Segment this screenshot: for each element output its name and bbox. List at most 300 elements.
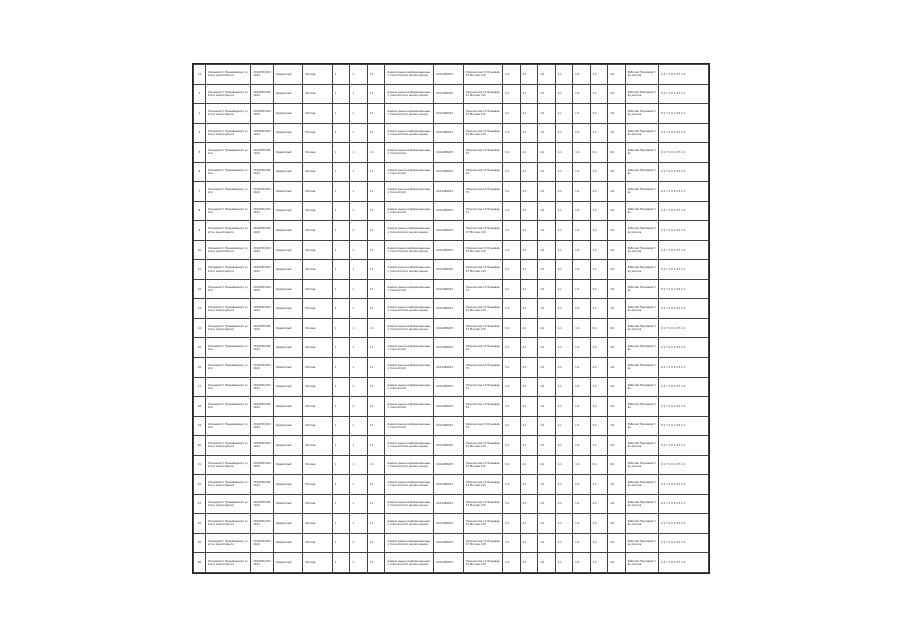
cell-v5: 1,0 [573,416,591,436]
cell-b: 1 [350,240,368,260]
cell-no: 26 [194,553,206,573]
cell-no: 16 [194,357,206,377]
cell-city: Москва [303,260,332,280]
cell-c: 11 [367,357,385,377]
cell-v1: 3,1 [503,279,521,299]
cell-v2: 4,1 [520,182,538,202]
cell-v4: 2,1 [555,260,573,280]
cell-v6: 3,1 [590,221,608,241]
cell-code: 0011298243 [434,221,463,241]
cell-v7: 4,0 [608,260,626,280]
cell-c: 11 [367,553,385,573]
cell-status: Рабочий Производство рисков [625,533,659,553]
cell-type: Кредитный [273,162,302,182]
cell-name: Специалист Пршиваренко учета [205,357,250,377]
cell-v2: 4,1 [520,84,538,104]
cell-v2: 4,1 [520,475,538,495]
table-row [194,397,709,417]
cell-reg: 2010258 0001422 [251,143,274,163]
cell-a: 1 [332,84,350,104]
cell-name: Специалист Пршиваренко учета [205,279,250,299]
cell-type: Кредитный [273,514,302,534]
table-row [194,221,709,241]
cell-v5: 1,0 [573,221,591,241]
cell-v2: 4,1 [520,221,538,241]
cell-code: 0011298243 [434,436,463,456]
cell-status: Рабочий Производство рисков [625,455,659,475]
cell-c: 11 [367,377,385,397]
cell-v2: 4,1 [520,436,538,456]
cell-v7: 4,0 [608,318,626,338]
cell-reg: 2010258 0001422 [251,357,274,377]
cell-v7: 4,0 [608,397,626,417]
cell-a: 1 [332,162,350,182]
cell-c: 11 [367,299,385,319]
cell-c: 11 [367,338,385,358]
table-row [194,455,709,475]
cell-v4: 2,1 [555,84,573,104]
cell-num: 9 1 7 1 0 1 0 5 2 1 [659,475,709,495]
cell-num: 9 1 7 1 0 1 0 5 2 1 [659,397,709,417]
cell-a: 1 [332,65,350,85]
cell-code: 0011298243 [434,397,463,417]
cell-v5: 1,0 [573,318,591,338]
cell-reg: 2010258 0001422 [251,299,274,319]
cell-v1: 3,1 [503,553,521,573]
cell-code: 0011298243 [434,533,463,553]
cell-c: 11 [367,143,385,163]
cell-b: 1 [350,201,368,221]
cell-c: 11 [367,201,385,221]
cell-v6: 3,1 [590,299,608,319]
cell-type: Кредитный [273,318,302,338]
cell-v7: 4,0 [608,221,626,241]
cell-no: 14 [194,318,206,338]
cell-city: Москва [303,299,332,319]
cell-reg: 2010258 0001422 [251,84,274,104]
cell-name: Специалист Пршиваренко учета [205,182,250,202]
cell-v4: 2,1 [555,240,573,260]
cell-no: 13 [194,65,206,85]
cell-no: 17 [194,377,206,397]
cell-b: 1 [350,260,368,280]
cell-city: Москва [303,65,332,85]
cell-v5: 1,0 [573,260,591,280]
cell-v2: 4,1 [520,65,538,85]
cell-c: 11 [367,182,385,202]
cell-v7: 4,0 [608,182,626,202]
cell-b: 1 [350,143,368,163]
cell-c: 11 [367,84,385,104]
cell-code: 0011298243 [434,514,463,534]
cell-v6: 3,1 [590,201,608,221]
cell-v6: 3,1 [590,240,608,260]
cell-v3: 1,0 [538,162,556,182]
cell-v4: 2,1 [555,514,573,534]
cell-v6: 3,1 [590,260,608,280]
cell-v3: 1,0 [538,84,556,104]
cell-v4: 2,1 [555,201,573,221]
cell-type: Кредитный [273,104,302,124]
cell-reg: 2010258 0001422 [251,416,274,436]
cell-v1: 3,1 [503,201,521,221]
cell-status: Рабочий Производство [625,397,659,417]
cell-name: Специалист Пршиваренко учета и мониторинга [205,104,250,124]
cell-no: 6 [194,162,206,182]
cell-name: Специалист Пршиваренко учета и мониторинга [205,533,250,553]
cell-reg: 2010258 0001422 [251,436,274,456]
cell-name: Специалист Пршиваренко учета [205,201,250,221]
cell-name: Специалист Пршиваренко учета и мониторинга [205,514,250,534]
cell-status: Рабочий Производство рисков [625,318,659,338]
cell-reg: 2010258 0001422 [251,338,274,358]
cell-v1: 3,1 [503,143,521,163]
cell-v3: 1,0 [538,455,556,475]
cell-addr: Ломоносова 13 Пршивар 15 [463,182,502,202]
cell-num: 9 1 7 1 0 1 0 5 2 1 [659,143,709,163]
cell-reg: 2010258 0001422 [251,494,274,514]
cell-v7: 4,0 [608,436,626,456]
cell-v7: 4,0 [608,455,626,475]
cell-name: Специалист Пршиваренко учета [205,416,250,436]
cell-addr: Ломоносова 13 Пршивар 15 Москва 115 [463,260,502,280]
cell-code: 0011298243 [434,65,463,85]
cell-v1: 3,1 [503,84,521,104]
cell-desc: Анализ рынка информационных технологий [385,182,434,202]
cell-desc: Анализ рынка информационных технологий [385,162,434,182]
cell-c: 11 [367,455,385,475]
cell-a: 1 [332,260,350,280]
cell-c: 11 [367,533,385,553]
cell-b: 1 [350,416,368,436]
cell-addr: Ломоносова 13 Пршивар 15 Москва 115 [463,65,502,85]
cell-desc: Анализ рынка информационных технологий и анализ рынка [385,260,434,280]
cell-b: 1 [350,397,368,417]
cell-c: 11 [367,162,385,182]
cell-v2: 4,1 [520,338,538,358]
cell-status: Рабочий Производство рисков [625,299,659,319]
cell-reg: 2010258 0001422 [251,475,274,495]
cell-name: Специалист Пршиваренко учета [205,162,250,182]
table-row [194,182,709,202]
table-row [194,357,709,377]
cell-no: 20 [194,436,206,456]
table-row [194,260,709,280]
cell-type: Кредитный [273,436,302,456]
cell-b: 1 [350,494,368,514]
cell-name: Специалист Пршиваренко учета и мониторинга [205,84,250,104]
cell-v1: 3,1 [503,397,521,417]
cell-v6: 3,1 [590,65,608,85]
cell-v1: 3,1 [503,494,521,514]
cell-code: 0011298243 [434,84,463,104]
cell-type: Кредитный [273,84,302,104]
cell-v7: 4,0 [608,377,626,397]
cell-no: 8 [194,201,206,221]
cell-b: 1 [350,455,368,475]
cell-addr: Ломоносова 13 Пршивар 15 [463,397,502,417]
cell-type: Кредитный [273,221,302,241]
cell-status: Рабочий Производство рисков [625,553,659,573]
cell-code: 0011298243 [434,455,463,475]
cell-num: 9 1 7 1 0 1 0 5 2 1 [659,240,709,260]
cell-addr: Ломоносова 13 Пршивар 15 Москва 115 [463,123,502,143]
cell-code: 0011298243 [434,201,463,221]
table-row [194,514,709,534]
cell-desc: Анализ рынка информационных технологий и анализ рынка [385,455,434,475]
cell-city: Москва [303,455,332,475]
cell-reg: 2010258 0001422 [251,260,274,280]
table-row [194,533,709,553]
cell-code: 0011298243 [434,416,463,436]
cell-a: 1 [332,123,350,143]
cell-v1: 3,1 [503,416,521,436]
cell-status: Рабочий Производство рисков [625,475,659,495]
cell-v3: 1,0 [538,299,556,319]
cell-city: Москва [303,377,332,397]
cell-v4: 2,1 [555,553,573,573]
cell-b: 1 [350,436,368,456]
cell-c: 11 [367,494,385,514]
table-row [194,377,709,397]
cell-city: Москва [303,416,332,436]
cell-city: Москва [303,162,332,182]
cell-num: 9 1 7 1 0 1 0 5 2 1 [659,260,709,280]
cell-v4: 2,1 [555,494,573,514]
cell-name: Специалист Пршиваренко учета [205,143,250,163]
cell-city: Москва [303,553,332,573]
cell-v6: 3,1 [590,182,608,202]
cell-v3: 1,0 [538,416,556,436]
cell-v6: 3,1 [590,475,608,495]
cell-v3: 1,0 [538,318,556,338]
cell-status: Рабочий Производство [625,338,659,358]
cell-a: 1 [332,377,350,397]
cell-status: Рабочий Производство [625,279,659,299]
cell-v5: 1,0 [573,143,591,163]
cell-v6: 3,1 [590,436,608,456]
cell-num: 9 1 7 1 0 1 0 5 2 1 [659,221,709,241]
cell-desc: Анализ рынка информационных технологий и анализ рынка [385,514,434,534]
cell-status: Рабочий Производство рисков [625,494,659,514]
cell-city: Москва [303,318,332,338]
cell-v2: 4,1 [520,240,538,260]
cell-status: Рабочий Производство [625,416,659,436]
cell-city: Москва [303,494,332,514]
cell-status: Рабочий Производство [625,182,659,202]
cell-code: 0011298243 [434,162,463,182]
cell-a: 1 [332,279,350,299]
cell-b: 1 [350,475,368,495]
cell-c: 11 [367,397,385,417]
cell-v6: 3,1 [590,416,608,436]
cell-desc: Анализ рынка информационных технологий и анализ рынка [385,221,434,241]
cell-b: 1 [350,318,368,338]
cell-v2: 4,1 [520,143,538,163]
cell-addr: Ломоносова 13 Пршивар 15 [463,357,502,377]
cell-v2: 4,1 [520,455,538,475]
cell-b: 1 [350,65,368,85]
cell-code: 0011298243 [434,123,463,143]
cell-v1: 3,1 [503,104,521,124]
cell-a: 1 [332,514,350,534]
cell-v3: 1,0 [538,533,556,553]
cell-name: Специалист Пршиваренко учета [205,397,250,417]
cell-num: 9 1 7 1 0 1 0 5 2 1 [659,514,709,534]
cell-b: 1 [350,84,368,104]
cell-city: Москва [303,201,332,221]
cell-status: Рабочий Производство рисков [625,123,659,143]
table-row [194,299,709,319]
table-row [194,143,709,163]
cell-v4: 2,1 [555,416,573,436]
cell-type: Кредитный [273,397,302,417]
cell-b: 1 [350,123,368,143]
cell-desc: Анализ рынка информационных технологий и анализ рынка [385,553,434,573]
cell-desc: Анализ рынка информационных технологий [385,377,434,397]
cell-no: 23 [194,494,206,514]
cell-v1: 3,1 [503,475,521,495]
cell-status: Рабочий Производство [625,201,659,221]
cell-reg: 2010258 0001422 [251,221,274,241]
cell-b: 1 [350,221,368,241]
cell-num: 9 1 7 1 0 1 0 5 2 1 [659,201,709,221]
cell-city: Москва [303,182,332,202]
cell-v5: 1,0 [573,397,591,417]
cell-v7: 4,0 [608,279,626,299]
cell-city: Москва [303,475,332,495]
cell-a: 1 [332,357,350,377]
cell-no: 19 [194,416,206,436]
cell-c: 11 [367,221,385,241]
cell-v2: 4,1 [520,533,538,553]
cell-no: 22 [194,475,206,495]
cell-v5: 1,0 [573,162,591,182]
cell-desc: Анализ рынка информационных технологий и анализ рынка [385,65,434,85]
cell-v2: 4,1 [520,494,538,514]
cell-name: Специалист Пршиваренко учета и мониторинга [205,299,250,319]
cell-addr: Ломоносова 13 Пршивар 15 [463,201,502,221]
cell-v1: 3,1 [503,260,521,280]
cell-v2: 4,1 [520,201,538,221]
cell-v5: 1,0 [573,455,591,475]
cell-v2: 4,1 [520,357,538,377]
cell-reg: 2010258 0001422 [251,65,274,85]
cell-v4: 2,1 [555,475,573,495]
table-row [194,123,709,143]
cell-v5: 1,0 [573,338,591,358]
cell-v5: 1,0 [573,84,591,104]
cell-desc: Анализ рынка информационных технологий и анализ рынка [385,494,434,514]
table-row [194,240,709,260]
cell-a: 1 [332,143,350,163]
cell-city: Москва [303,104,332,124]
cell-a: 1 [332,299,350,319]
cell-type: Кредитный [273,494,302,514]
cell-code: 0011298243 [434,240,463,260]
cell-code: 0011298243 [434,182,463,202]
cell-num: 9 1 7 1 0 1 0 5 2 1 [659,494,709,514]
cell-v4: 2,1 [555,143,573,163]
cell-addr: Ломоносова 13 Пршивар 15 Москва 115 [463,455,502,475]
cell-reg: 2010258 0001422 [251,514,274,534]
cell-city: Москва [303,123,332,143]
cell-v6: 3,1 [590,143,608,163]
cell-type: Кредитный [273,377,302,397]
cell-v7: 4,0 [608,299,626,319]
cell-v3: 1,0 [538,143,556,163]
cell-city: Москва [303,357,332,377]
table-row [194,416,709,436]
cell-status: Рабочий Производство рисков [625,221,659,241]
cell-v2: 4,1 [520,377,538,397]
cell-v5: 1,0 [573,553,591,573]
cell-city: Москва [303,279,332,299]
cell-v6: 3,1 [590,84,608,104]
cell-v4: 2,1 [555,279,573,299]
cell-num: 9 1 7 1 0 1 0 5 2 1 [659,104,709,124]
cell-v7: 4,0 [608,357,626,377]
cell-name: Специалист Пршиваренко учета и мониторинга [205,240,250,260]
cell-num: 9 1 7 1 0 1 0 5 2 1 [659,123,709,143]
cell-v3: 1,0 [538,123,556,143]
cell-name: Специалист Пршиваренко учета и мониторинга [205,553,250,573]
cell-v7: 4,0 [608,104,626,124]
cell-a: 1 [332,416,350,436]
cell-addr: Ломоносова 13 Пршивар 15 Москва 115 [463,318,502,338]
cell-v7: 4,0 [608,475,626,495]
cell-status: Рабочий Производство рисков [625,104,659,124]
cell-v5: 1,0 [573,533,591,553]
cell-name: Специалист Пршиваренко учета и мониторинга [205,318,250,338]
cell-num: 9 1 7 1 0 1 0 5 2 1 [659,338,709,358]
cell-v5: 1,0 [573,514,591,534]
cell-v6: 3,1 [590,104,608,124]
cell-v6: 3,1 [590,162,608,182]
cell-v4: 2,1 [555,123,573,143]
cell-name: Специалист Пршиваренко учета и мониторинга [205,221,250,241]
table-row [194,436,709,456]
cell-v2: 4,1 [520,123,538,143]
cell-v3: 1,0 [538,475,556,495]
cell-v6: 3,1 [590,338,608,358]
cell-v2: 4,1 [520,104,538,124]
cell-v2: 4,1 [520,397,538,417]
cell-v7: 4,0 [608,338,626,358]
cell-a: 1 [332,318,350,338]
cell-type: Кредитный [273,201,302,221]
cell-v3: 1,0 [538,553,556,573]
cell-v7: 4,0 [608,123,626,143]
cell-no: 12 [194,279,206,299]
cell-a: 1 [332,182,350,202]
cell-desc: Анализ рынка информационных технологий [385,338,434,358]
cell-v5: 1,0 [573,65,591,85]
cell-no: 21 [194,455,206,475]
cell-v5: 1,0 [573,182,591,202]
table-row [194,475,709,495]
cell-addr: Ломоносова 13 Пршивар 15 Москва 115 [463,514,502,534]
cell-addr: Ломоносова 13 Пршивар 15 Москва 115 [463,104,502,124]
cell-status: Рабочий Производство рисков [625,436,659,456]
cell-v7: 4,0 [608,240,626,260]
cell-v6: 3,1 [590,455,608,475]
cell-v4: 2,1 [555,162,573,182]
cell-v5: 1,0 [573,123,591,143]
cell-a: 1 [332,201,350,221]
cell-v4: 2,1 [555,533,573,553]
cell-v3: 1,0 [538,240,556,260]
